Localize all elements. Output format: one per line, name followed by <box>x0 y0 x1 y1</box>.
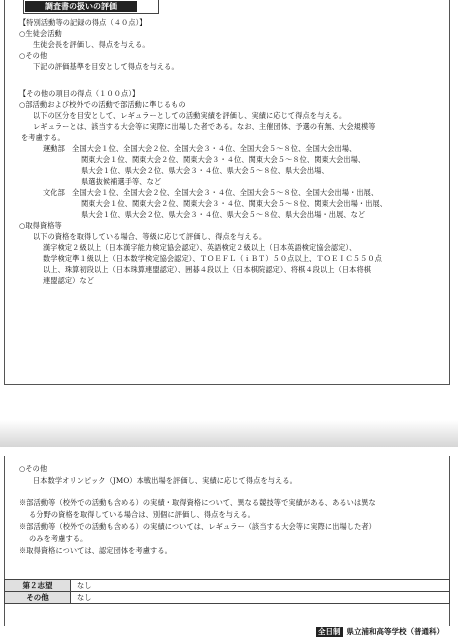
note-2: ※部活動等（校外での活動も含める）の実績については、レギュラー（該当する大会等に実際に出場した者） <box>19 522 376 531</box>
note-2-cont: のみを考慮する。 <box>29 534 88 543</box>
text-qualifications-criteria: 以下の資格を取得している場合、等級に応じて評価し、得点を与える。 <box>33 232 267 241</box>
row-label-other: その他 <box>5 592 71 603</box>
row-value-second-choice: なし <box>77 581 92 590</box>
row-label-second-choice: 第２志望 <box>5 580 71 591</box>
note-1-cont: る分野の資格を取得している場合は、別個に評価し、得点を与える。 <box>29 510 255 519</box>
item-other-2: ○その他 <box>19 464 48 473</box>
qualifications-line-3: 以上、珠算初段以上（日本珠算連盟認定）、囲碁４段以上（日本棋院認定）、将棋４段以上（日本将棋 <box>43 265 372 274</box>
qualifications-line-1: 漢字検定２級以上（日本漢字能力検定協会認定）、英語検定２級以上（日本英語検定協会認定）、 <box>43 243 357 252</box>
course-badge: 全日制 <box>318 627 341 636</box>
text-other-criteria: 下記の評価基準を目安として得点を与える。 <box>33 62 179 71</box>
culture-line-2: 関東大会１位、関東大会２位、関東大会３・４位、関東大会５～８位、関東大会出場・出展、 <box>81 199 388 208</box>
sports-line-2: 関東大会１位、関東大会２位、関東大会３・４位、関東大会５～８位、関東大会出場、 <box>81 155 366 164</box>
text-club-criteria: 以下の区分を目安として、レギュラーとしての活動実績を評価し、実績に応じて得点を与える。 <box>33 111 347 120</box>
section-header <box>23 0 159 14</box>
item-student-council: ○生徒会活動 <box>19 29 62 38</box>
sports-line-4: 県選抜候補選手等、など <box>81 177 162 186</box>
item-club-activities: ○部活動および校外での活動で部活動に準じるもの <box>19 100 186 109</box>
text-regular-definition: レギュラーとは、該当する大会等に実際に出場した者である。なお、主催団体、予選の有無、大会規模等 <box>33 122 376 131</box>
item-other: ○その他 <box>19 51 48 60</box>
row-value-other: なし <box>77 593 92 602</box>
text-student-council: 生徒会長を評価し、得点を与える。 <box>33 40 150 49</box>
document-footer <box>316 627 444 637</box>
section-header-label: 調査書の扱いの評価 <box>25 1 137 12</box>
qualifications-line-4: 連盟認定）など <box>43 276 95 285</box>
text-jmo: 日本数学オリンピック（JMO）本戦出場を評価し、実績に応じて得点を与える。 <box>33 476 297 485</box>
culture-line-3: 県大会１位、県大会２位、県大会３・４位、県大会５～８位、県大会出場・出展、など <box>81 210 366 219</box>
sports-line-1: 運動部 全国大会１位、全国大会２位、全国大会３・４位、全国大会５～８位、全国大会出場、 <box>43 144 357 153</box>
heading-special-activities: 【特別活動等の記録の得点（４０点）】 <box>19 18 147 27</box>
document-page-top <box>4 0 450 385</box>
note-1: ※部活動等（校外での活動も含める）の実績・取得資格について、異なる競技等で実績がある、あるいは異な <box>19 498 376 507</box>
note-3: ※取得資格については、認定団体を考慮する。 <box>19 546 172 555</box>
table-row <box>4 591 450 604</box>
school-name: 県立浦和高等学校（普通科） <box>346 627 444 636</box>
sports-line-3: 県大会１位、県大会２位、県大会３・４位、県大会５～８位、県大会出場、 <box>81 166 329 175</box>
item-qualifications: ○取得資格等 <box>19 221 62 230</box>
page-separator-shadow <box>0 420 458 447</box>
qualifications-line-2: 数学検定準１級以上（日本数学検定協会認定）、ＴＯＥＦＬ（ｉＢＴ）５０点以上、ＴＯＥＩＣ５５０点 <box>43 254 382 263</box>
heading-other-items: 【その他の項目の得点（１００点）】 <box>19 89 140 98</box>
culture-line-1: 文化部 全国大会１位、全国大会２位、全国大会３・４位、全国大会５～８位、全国大会出場・出展、 <box>43 188 379 197</box>
text-regular-definition-cont: を考慮する。 <box>21 133 65 142</box>
